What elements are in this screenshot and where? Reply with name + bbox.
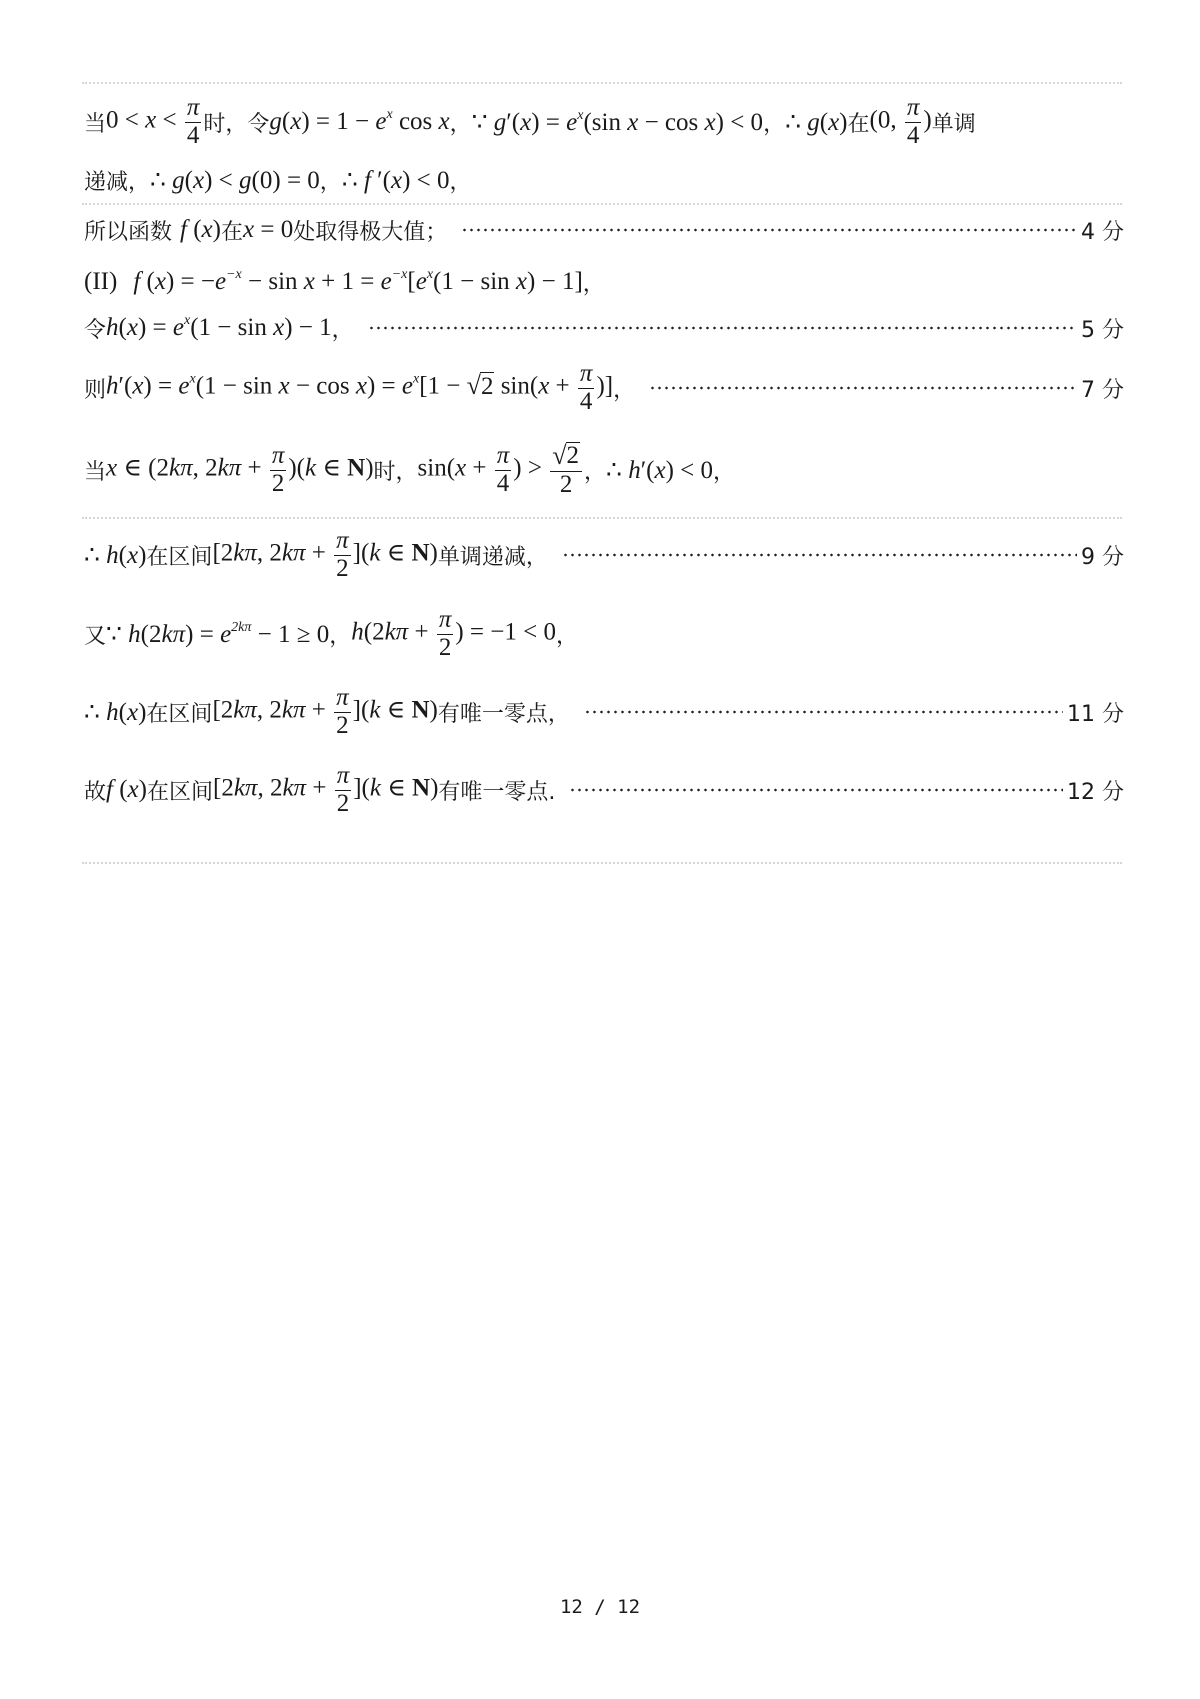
text-run: 处取得极大值； <box>293 219 448 245</box>
text-run: ， <box>555 623 578 649</box>
text-run: ， <box>331 317 354 343</box>
math-inline: sin(x + $\frac{\pi}{4}$ ) > √ 2 2 <box>418 442 584 498</box>
text-line-8 <box>84 525 1124 585</box>
leader-dots <box>368 326 1077 330</box>
score-label: 4 分 <box>1081 219 1124 245</box>
text-line-9 <box>84 604 1124 664</box>
math-inline: ∴ g(x) <box>785 109 848 136</box>
text-run: 所以函数 <box>84 219 173 245</box>
math-inline: x = 0 <box>243 216 294 243</box>
text-line-1 <box>84 92 1124 152</box>
math-inline: f (x) <box>180 216 221 243</box>
text-run: 又 <box>84 623 107 649</box>
divider <box>82 517 1122 519</box>
score-label: 11 分 <box>1067 701 1124 727</box>
text-line-11 <box>84 760 1124 820</box>
leader-dots <box>569 788 1063 792</box>
text-run: ， <box>613 377 636 403</box>
divider-bottom <box>82 862 1122 864</box>
math-inline: (0, $\frac{\pi}{4}$ ) <box>869 94 932 149</box>
text-run: 在 <box>847 111 870 137</box>
math-inline: ∴ h(x) <box>84 699 147 726</box>
text-run: ， <box>763 111 786 137</box>
score-label: 9 分 <box>1081 544 1124 570</box>
text-line-5 <box>84 298 1124 358</box>
text-run: 令 <box>84 317 107 343</box>
math-inline: $h(x) = e^x(1 - \sin x) - 1$ <box>106 313 332 341</box>
math-inline: [2kπ, 2kπ + $\frac{\pi}{2}$ ](k ∈ N) <box>213 762 439 817</box>
divider-top <box>82 82 1122 84</box>
leader-dots <box>562 553 1077 557</box>
text-run: 故 <box>84 779 107 805</box>
text-run: ， <box>584 459 607 485</box>
text-run: 有唯一零点. <box>438 779 556 805</box>
text-run: 在区间 <box>146 701 213 727</box>
text-run: 时，令 <box>203 111 270 137</box>
score-label: 12 分 <box>1067 779 1124 805</box>
text-run: 当 <box>84 111 107 137</box>
score-label: 7 分 <box>1081 377 1124 403</box>
text-run: 有唯一零点， <box>437 701 570 727</box>
text-run: ， <box>713 459 736 485</box>
part-label: (II) <box>84 268 118 295</box>
text-run: ， <box>319 169 342 195</box>
text-run: 时， <box>373 459 418 485</box>
text-run: 单调递减， <box>437 544 548 570</box>
text-line-7 <box>84 440 1124 500</box>
text-run: 单调 <box>931 111 976 137</box>
text-run: 在区间 <box>146 544 213 570</box>
math-inline: ∴ h′(x) < 0 <box>606 457 714 484</box>
math-inline: [2kπ, 2kπ + $\frac{\pi}{2}$ ](k ∈ N) <box>212 527 438 582</box>
text-run: ， <box>582 271 605 297</box>
math-inline: ∵ $g'(x) = e^x(\sin$ x − cos x) < 0 <box>471 108 764 136</box>
math-inline: ∴ f ′(x) < 0 <box>341 167 450 194</box>
math-inline: x ∈ (2kπ, 2kπ + $\frac{\pi}{2}$ )(k ∈ N) <box>106 442 374 497</box>
text-run: 在 <box>220 219 243 245</box>
leader-dots <box>461 228 1077 232</box>
text-line-3 <box>84 200 1124 260</box>
math-inline: h(2kπ + $\frac{\pi}{2}$ ) = −1 < 0 <box>351 606 556 661</box>
math-inline: ∴ h(x) <box>84 542 147 569</box>
score-label: 5 分 <box>1081 317 1124 343</box>
text-run: ， <box>449 111 472 137</box>
math-inline: ∵ $h(2k\pi) = e^{2k\pi} - 1 \ge 0$ <box>106 620 330 648</box>
text-line-10 <box>84 682 1124 742</box>
math-inline: $h'(x) = e^x(1 - \sin x - \cos x) = e^x[1$ − √ 2 sin(x + $\frac{\pi}{4}$ )] <box>106 360 614 415</box>
text-run: 递减， <box>84 169 151 195</box>
math-inline: ∴ g(x) < g(0) = 0 <box>150 167 320 194</box>
text-run: 在区间 <box>146 779 213 805</box>
text-run: ， <box>449 169 472 195</box>
text-run: 则 <box>84 377 107 403</box>
leader-dots <box>584 710 1063 714</box>
math-inline: [2kπ, 2kπ + $\frac{\pi}{2}$ ](k ∈ N) <box>212 684 438 739</box>
text-line-6 <box>84 358 1124 418</box>
math-inline: f (x) <box>106 776 147 803</box>
text-run: 当 <box>84 459 107 485</box>
page-number: 12 / 12 <box>559 1596 641 1618</box>
math-inline: $g(x) = 1 - e^x$ cos x <box>269 107 450 135</box>
math-inline: f $(x) = -e^{-x} - \sin x + 1 = e^{-x}[e^x(1 - \sin x) - 1]$ <box>133 267 583 295</box>
text-run: ， <box>329 623 352 649</box>
leader-dots <box>649 386 1077 390</box>
math-inline: 0 < x < $\frac{\pi}{4}$ <box>106 94 200 149</box>
